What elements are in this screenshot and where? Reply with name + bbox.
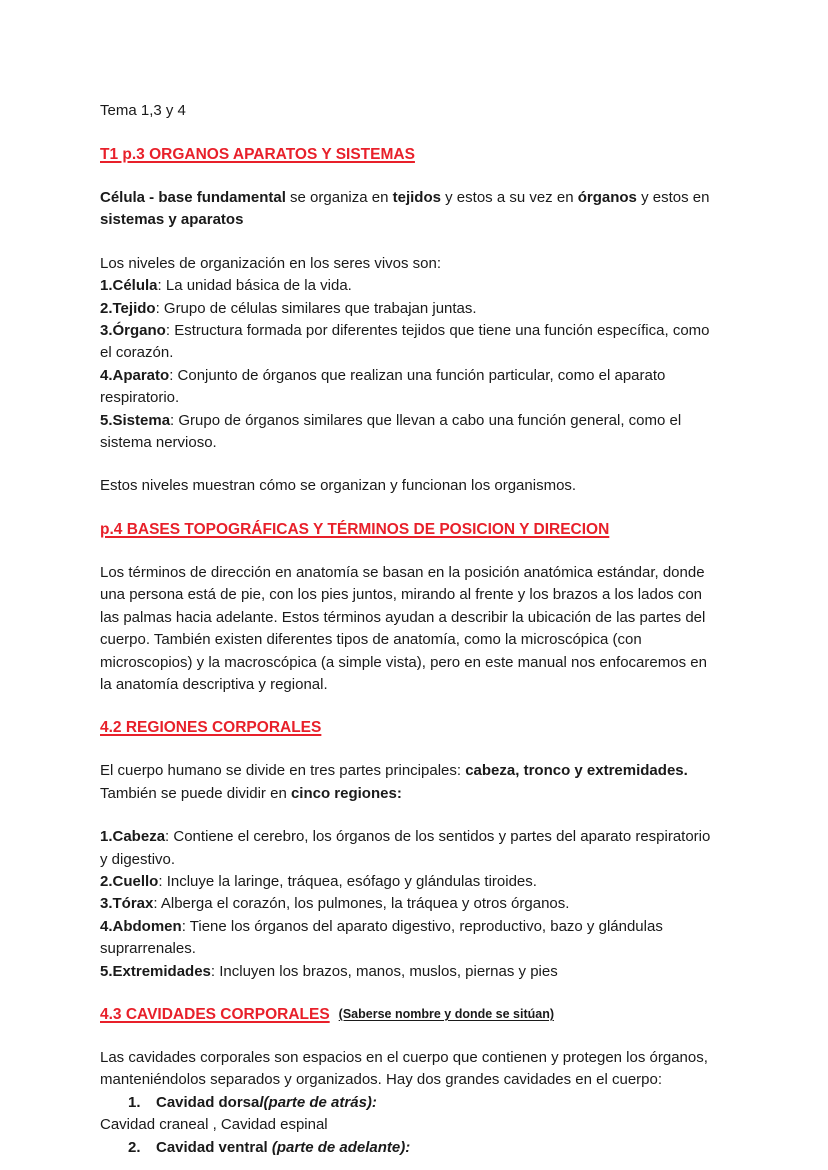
heading-42-regiones-corporales: 4.2 REGIONES CORPORALES (100, 719, 322, 737)
term-cinco-regiones: cinco regiones: (290, 784, 402, 802)
paragraph-terminos-direccion: Los términos de dirección en anatomía se basan en la posición anatómica estándar, donde una persona está de pie, con los pies juntos, mirando al frente y los brazos a los lados con las palmas hacia adelante. Estos términos ayudan a describir la ubicación de las partes del cuerpo. También existen diferentes tipos de anatomía, como la microscópica (con microscopios) y la macroscópica (a simple vista), pero en este manual nos enfocaremos en la anatomía descriptiva y regional. (100, 563, 707, 693)
term-celula-base-fundamental: Célula - base fundamental (100, 189, 286, 206)
section-heading-row-1 (100, 144, 722, 166)
list-item-aparato (100, 365, 722, 410)
regions-intro-text-1: El cuerpo humano se divide en tres partes principales: (100, 762, 466, 780)
cavity-note: (parte de adelante): (271, 1138, 411, 1156)
list-item-extremidades (100, 961, 722, 983)
intro-text-1: se organiza en (285, 189, 393, 206)
cavities-list (100, 1092, 722, 1114)
cavity-marker: 1. (128, 1093, 141, 1111)
heading-t1-organos-aparatos-sistemas: T1 p.3 ORGANOS APARATOS Y SISTEMAS (100, 146, 415, 163)
paragraph-closing-niveles: Estos niveles muestran cómo se organizan y funcionan los organismos. (100, 477, 577, 495)
intro-text-3: y estos en (636, 189, 710, 206)
list-item-label: 1.Célula (100, 277, 158, 295)
cavity-name: Cavidad dorsa (156, 1093, 260, 1111)
list-item-label: 4.Aparato (100, 366, 170, 384)
section-heading-row-3 (100, 717, 722, 739)
dorsal-cavity-detail: Cavidad craneal , Cavidad espinal (100, 1116, 328, 1134)
list-item-label: 3.Tórax (100, 895, 154, 913)
list-item-label: 2.Cuello (100, 872, 159, 890)
list-item-abdomen (100, 916, 722, 961)
list-item-cuello (100, 871, 722, 893)
list-item-text: : Grupo de órganos similares que llevan a cabo una función general, como el sistema nervioso. (100, 411, 682, 452)
list-item-label: 3.Órgano (100, 322, 166, 340)
list-item-label: 4.Abdomen (100, 917, 182, 935)
list-item-label: 5.Sistema (100, 411, 171, 429)
list-item-text: : Incluyen los brazos, manos, muslos, piernas y pies (210, 962, 558, 980)
regions-list (100, 826, 722, 983)
list-item-label: 1.Cabeza (100, 828, 166, 846)
intro-text-2: y estos a su vez en (440, 189, 578, 206)
cavity-name: Cavidad ventral (156, 1138, 272, 1156)
list-item-organo (100, 320, 722, 365)
cavity-item-dorsal (100, 1092, 722, 1114)
list-item-text: : Alberga el corazón, los pulmones, la tráquea y otros órganos. (153, 895, 570, 913)
heading-note-saberse: (Saberse nombre y donde se sitúan) (338, 1006, 555, 1021)
list-item-text: : Incluye la laringe, tráquea, esófago y glándulas tiroides. (158, 872, 537, 890)
term-sistemas-aparatos: sistemas y aparatos (100, 211, 244, 229)
paragraph-cuerpo-humano-divide (100, 760, 722, 805)
cavity-note: (parte de atrás): (263, 1093, 377, 1111)
list-item-text: : Conjunto de órganos que realizan una función particular, como el aparato respiratorio. (100, 366, 666, 407)
list-item-sistema (100, 410, 722, 455)
list-item-text: : Grupo de células similares que trabajan juntas. (155, 299, 477, 317)
section-heading-row-2 (100, 519, 722, 541)
section-heading-row-4 (100, 1004, 722, 1026)
list-item-celula (100, 275, 722, 297)
term-organos: órganos (577, 189, 637, 206)
list-item-text: : Estructura formada por diferentes tejidos que tiene una función específica, como el corazón. (100, 322, 710, 362)
list-item-label: 2.Tejido (100, 299, 156, 317)
cavity-item-ventral (100, 1137, 722, 1159)
list-item-label: 5.Extremidades (100, 962, 211, 980)
paragraph-cavidades-corporales: Las cavidades corporales son espacios en el cuerpo que contienen y protegen los órganos, manteniéndolos separados y organizados. Hay dos grandes cavidades en el cuerpo: (100, 1048, 708, 1089)
levels-lead: Los niveles de organización en los seres vivos son: (100, 254, 442, 272)
levels-list (100, 253, 722, 455)
document-title: Tema 1,3 y 4 (100, 102, 186, 119)
heading-p4-bases-topograficas: p.4 BASES TOPOGRÁFICAS Y TÉRMINOS DE POSICION Y DIRECION (100, 520, 610, 538)
cavity-marker: 2. (128, 1138, 141, 1156)
paragraph-celula-intro (100, 187, 722, 232)
list-item-tejido (100, 298, 722, 320)
heading-43-cavidades-corporales: 4.3 CAVIDADES CORPORALES (100, 1005, 330, 1023)
list-item-cabeza (100, 826, 722, 871)
term-tejidos: tejidos (392, 189, 441, 206)
cavities-list-2 (100, 1137, 722, 1159)
cavity-name-tail: l (259, 1093, 264, 1111)
regions-intro-text-2: También se puede dividir en (100, 784, 291, 802)
list-item-text: : Contiene el cerebro, los órganos de los sentidos y partes del aparato respiratorio y digestivo. (100, 828, 711, 868)
list-item-text: : Tiene los órganos del aparato digestivo, reproductivo, bazo y glándulas suprarrenales. (100, 917, 663, 958)
term-cabeza-tronco-extremidades: cabeza, tronco y extremidades. (465, 762, 688, 780)
list-item-text: : La unidad básica de la vida. (157, 277, 352, 295)
list-item-torax (100, 893, 722, 915)
